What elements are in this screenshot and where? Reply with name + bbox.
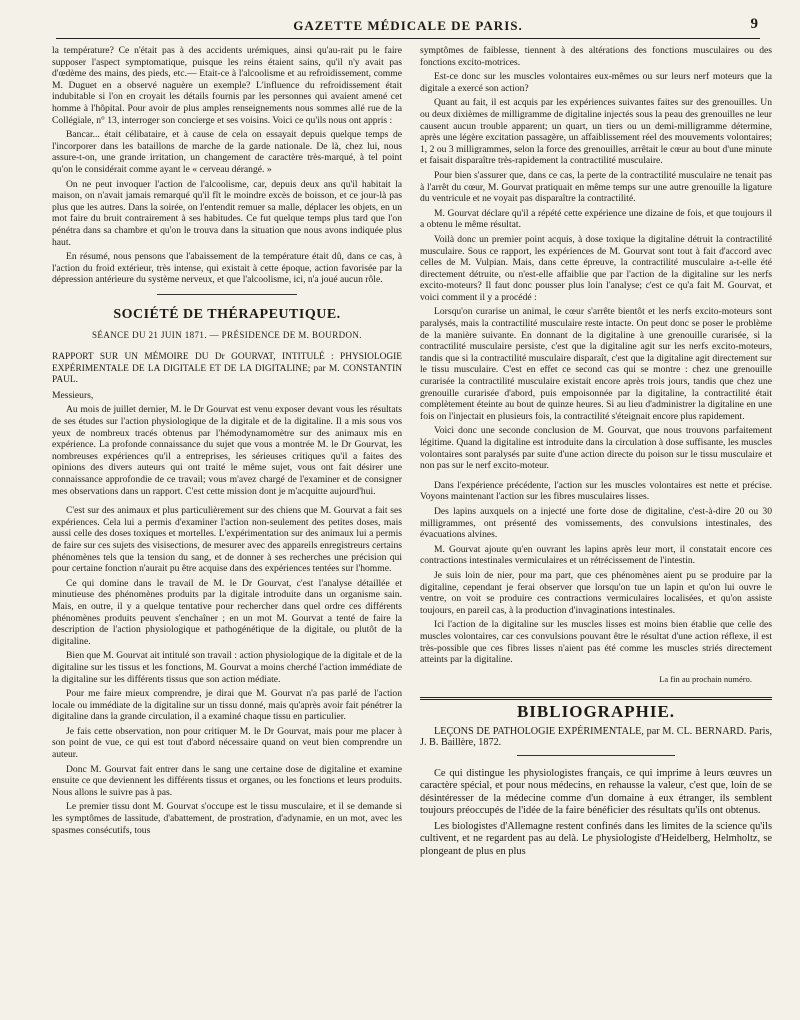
divider (517, 755, 675, 756)
right-column (420, 45, 772, 861)
paragraph: Dans l'expérience précédente, l'action sur les muscles volontaires est nette et précise. Voyons maintenant l'action sur les fibres musculaires lisses. (420, 479, 772, 503)
bibliography-title: BIBLIOGRAPHIE. (516, 702, 676, 722)
paragraph: Est-ce donc sur les muscles volontaires eux-mêmes ou sur leurs nerf moteurs que la digitale a exercé son action? (420, 71, 772, 94)
paragraph: Les biologistes d'Allemagne restent confinés dans les limites de la science qu'ils cultivent, et ne regardent pas au delà. Le physiologiste d'Heidelberg, Helmholtz, se plongeant de plus en plus (420, 820, 772, 857)
paragraph: M. Gourvat ajoute qu'en ouvrant les lapins après leur mort, il constatait encore ces contractions intestinales vermiculaires et un rétrécissement de l'intestin. (420, 543, 772, 567)
paragraph: Ce qui domine dans le travail de M. le Dr Gourvat, c'est l'analyse détaillée et minutieuse des phénomènes produits par la digitale introduite dans un organisme sain. Mais, en outre, il y a quelque tentative pour rechercher dans quel ordre ces différents phénomènes produits peuvent s'enchaîner ; en un mot M. Gourvat a tenté de faire la description de l'action physiologique et pathogénétique de la digitale, ou plutôt de la digitaline. (52, 577, 402, 647)
page-header (56, 16, 760, 39)
paragraph: Donc M. Gourvat fait entrer dans le sang une certaine dose de digitaline et examine ensuite ce que deviennent les différents tissus et organes, ou les fonctions et leurs produits. Nous allons le suivre pas à pas. (52, 763, 402, 798)
paragraph: Au mois de juillet dernier, M. le Dr Gourvat est venu exposer devant vous les résultats de ses études sur l'action physiologique de la digitale et de la digitaline. Il a mis sous vos yeux de nombreux tracés obtenus par l'hémodynamomètre sur des animaux mis en expérience. La profonde connaissance du sujet que vous a montrée M. le Dr Gourvat, les nombreuses expériences qu'il a entreprises, les sérieuses critiques qu'il a faites des opinions des divers auteurs qui ont traité le même sujet, vous ont fait désirer une connaissance approfondie de ce travail; vous m'avez chargé de l'examiner et de consigner mes observations dans un rapport. C'est cette mission dont je m'acquitte aujourd'hui. (52, 404, 402, 497)
paragraph: Ici l'action de la digitaline sur les muscles lisses est moins bien établie que celle des muscles volontaires, car ces convulsions pouvant être le résultat d'une action réflexe, il est très-possible que ces fibres lisses n'aient pas été comme les muscles striés directement atteints par la digitaline. (420, 619, 772, 666)
divider (157, 294, 297, 295)
paragraph: Quant au fait, il est acquis par les expériences suivantes faites sur des grenouilles. Un ou deux dixièmes de milligramme de digitaline injectés sous la peau des grenouilles ne leur causent aucun trouble apparent; un quart, un tiers ou un demi-milligramme détermine, après une légère excitation passagère, un affaiblissement réel des mouvements volontaires; 1, 2 ou 3 milligrammes, selon la force des grenouilles, arrêtait le cœur au bout d'une minute et faisait disparaître très-rapidement la contractilité musculaire. (420, 97, 772, 167)
paragraph: la température? Ce n'était pas à des accidents urémiques, ainsi qu'au-rait pu le faire supposer l'aspect symptomatique, puisque les reins étaient sains, qu'il n'y avait pas d'œdème des mains, des pieds, etc.— Etait-ce à l'alcoolisme et au refroidissement, comme M. Duguet en a observé naguère un exemple? L'influence du refroidissement était indubitable si l'on en croyait les détails fournis par les personnes qui avaient amené cet homme à l'hôpital. Pour avoir de plus amples renseignements nous sommes allé rue de la Collégiale, n° 13, interroger son concierge et ses voisins. Voici ce qu'ils nous ont appris : (52, 45, 402, 126)
paragraph: symptômes de faiblesse, tiennent à des altérations des fonctions musculaires ou des fonctions excito-motrices. (420, 45, 772, 68)
paragraph: Je fais cette observation, non pour critiquer M. le Dr Gourvat, mais pour me placer à son point de vue, ce qui est tout d'abord nécessaire quand on veut bien comprendre un auteur. (52, 725, 402, 761)
page-number: 9 (750, 16, 758, 32)
session-line: SÉANCE DU 21 JUIN 1871. — PRÉSIDENCE DE M. BOURDON. (92, 330, 362, 341)
paragraph: Bien que M. Gourvat ait intitulé son travail : action physiologique de la digitale et de la digitaline sur les tissus et les fonctions, M. Gourvat a moins cherché l'action immédiate de la digitaline sur les différents tissus que son action médiate. (52, 650, 402, 685)
paragraph: Lorsqu'on curarise un animal, le cœur s'arrête bientôt et les nerfs excito-moteurs sont paralysés, mais la contractilité musculaire reste intacte. On peut donc se poser le problème de la manière suivante. En donnant de la digitaline à une grenouille curarisée, si la contractilité musculaire persiste, c'est que la digitaline agit sur les nerfs excito-moteurs, tandis que si la contractilité musculaire disparaît, c'est que la digitaline agit directement sur le tissu musculaire. C'est en effet ce second cas qui se montre : chez une grenouille curarisée la contractilité musculaire existait encore après trois jours, tandis que chez une grenouille curarisée d'abord, puis empoisonnée par la digitaline, la contractilité était complètement éteinte au bout de quinze heures. Si au lieu d'administrer la digitaline en une fois on l'injectait en plusieurs fois, la contractilité s'éteignait encore plus rapidement. (420, 306, 772, 422)
report-title: RAPPORT SUR UN MÉMOIRE DU Dr GOURVAT, INTITULÉ : PHYSIOLOGIE EXPÉRIMENTALE DE LA DIGITALE ET DE LA DIGITALINE; par M. CONSTANTIN PAUL. (52, 352, 402, 386)
paragraph: C'est sur des animaux et plus particulièrement sur des chiens que M. Gourvat a fait ses expériences. Cela lui a permis d'examiner l'action non-seulement des petites doses, mais aussi celle des doses toxiques et mortelles. L'expérimentation sur des animaux lui a permis de faire sur ces sujets des visisections, de mesurer avec des appareils enregistreurs certains phénomènes tels que la tension du sang, et de donner à ses recherches une précision qui pour certaine fonction n'aurait pu être acquise dans des expériences tentées sur l'homme. (52, 505, 402, 575)
paragraph: Ce qui distingue les physiologistes français, ce qui imprime à leurs œuvres un caractère spécial, et pour nous médecins, en rehausse la valeur, c'est que, loin de se désintéresser de la médecine comme d'un domaine à eux étranger, ils semblent toujours préoccupés de l'idée de la faire bénéficier des résultats qu'ils ont obtenus. (420, 768, 772, 817)
paragraph: Bancar... était célibataire, et à cause de cela on essayait depuis quelque temps de l'incorporer dans les bataillons de marche de la garde nationale. De là, chez lui, nous assure-t-on, une grande irritation, un changement de caractère très-marqué, à tel point qu'on le considérait comme ayant le « cerveau dérangé. » (52, 129, 402, 175)
paragraph: Pour me faire mieux comprendre, je dirai que M. Gourvat n'a pas parlé de l'action locale ou immédiate de la digitaline sur un tissu donné, mais qu'après avoir fait pénétrer la digitaline dans la grande circulation, il a examiné chaque tissu en particulier. (52, 688, 402, 723)
paragraph: M. Gourvat déclare qu'il a répété cette expérience une dizaine de fois, et que toujours il a obtenu le même résultat. (420, 207, 772, 231)
paragraph: Je suis loin de nier, pour ma part, que ces phénomènes aient pu se produire par la digitaline, cependant je ferai observer que lorsqu'on tue un lapin et qu'on lui ouvre le ventre, on voit se produire ces contractions vermiculaires localisées, et qu'on assiste toujours, en pareil cas, à la production d'invaginations intestinales. (420, 569, 772, 616)
left-column (52, 45, 402, 839)
journal-title: GAZETTE MÉDICALE DE PARIS. (293, 18, 523, 33)
continued-note: La fin au prochain numéro. (659, 673, 752, 684)
paragraph: On ne peut invoquer l'action de l'alcoolisme, car, depuis deux ans qu'il habitait la maison, on n'avait jamais remarqué qu'il fît le moindre excès de boisson, et ce jour-là pas plus que les autres. Dans la soirée, on l'entendit remuer sa malle, déplacer les objets, en un mot faire du bruit contrairement à ses habitudes. Ce fut quelque temps plus tard que l'on pénétra dans sa chambre et qu'on le trouva dans la situation que nous avons indiquée plus haut. (52, 178, 402, 248)
paragraph: En résumé, nous pensons que l'abaissement de la température était dû, dans ce cas, à l'action du froid extérieur, très intense, qui existait à cette époque, action favorisée par la dépression antérieure du système nerveux, et que l'alcoolisme, ici, n'a joué aucun rôle. (52, 251, 402, 286)
book-reference: LEÇONS DE PATHOLOGIE EXPÉRIMENTALE, par M. CL. BERNARD. Paris, J. B. Baillère, 1872. (420, 725, 772, 749)
paragraph: Des lapins auxquels on a injecté une forte dose de digitaline, c'est-à-dire 20 ou 30 milligrammes, ont présenté des vomissements, des convulsions intestinales, des évacuations alvines. (420, 505, 772, 541)
paragraph: Voici donc une seconde conclusion de M. Gourvat, que nous trouvons parfaitement légitime. Quand la digitaline est introduite dans la circulation à dose suffisante, les muscles volontaires sont paralysés par suite d'une action directe du poison sur le tissu musculaire et non pas sur le nerf excito-moteur. (420, 425, 772, 472)
paragraph: Voilà donc un premier point acquis, à dose toxique la digitaline détruit la contractilité musculaire. Sous ce rapport, les expériences de M. Gourvat sont tout à fait d'accord avec celles de M. Vulpian. Mais, dans cette épreuve, la contractilité musculaire a-t-elle été directement détruite, ou n'est-elle affaiblie que par l'action de la digitaline sur les nerfs excito-moteurs? Il faut donc pousser plus loin l'analyse; c'est ce qu'a fait M. Gourvat, et voici comment il y a procédé : (420, 233, 772, 303)
section-title: SOCIÉTÉ DE THÉRAPEUTIQUE. (113, 306, 341, 322)
paragraph: Le premier tissu dont M. Gourvat s'occupe est le tissu musculaire, et il se demande si les symptômes de lassitude, d'abattement, de prostration, d'adynamie, en un mot, avec les spasmes consécutifs, tous (52, 801, 402, 836)
paragraph: Pour bien s'assurer que, dans ce cas, la perte de la contractilité musculaire ne tenait pas à l'arrêt du cœur, M. Gourvat pratiquait en même temps sur une autre grenouille la ligature du ventricule et ne voyait pas disparaître la contractilité. (420, 169, 772, 205)
divider (420, 697, 772, 700)
salutation: Messieurs, (52, 389, 94, 401)
